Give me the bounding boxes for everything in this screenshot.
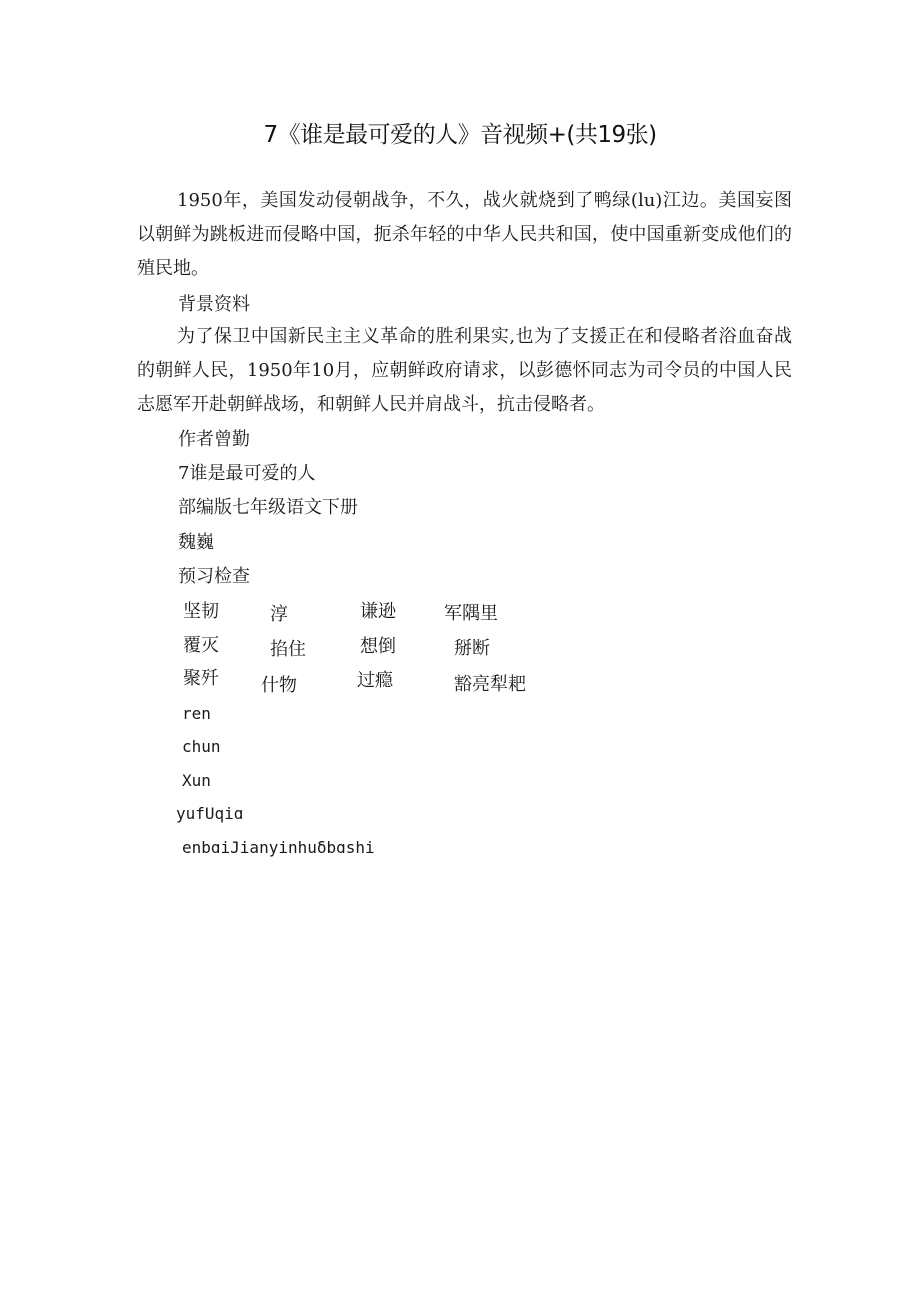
- author-name: 魏巍: [178, 532, 214, 553]
- vocab-word: 淳: [270, 604, 288, 625]
- preview-check-heading: 预习检查: [178, 566, 250, 587]
- document-title: 7《谁是最可爱的人》音视频+(共19张): [263, 122, 657, 148]
- vocab-word: 军隅里: [444, 603, 498, 624]
- intro-paragraph: 1950年，美国发动侵朝战争，不久，战火就烧到了鸭绿(lu)江边。美国妄图以朝鲜为跳板进而侵略中国，扼杀年轻的中华人民共和国，使中国重新变成他们的殖民地。: [137, 190, 792, 279]
- pinyin-line: Xun: [182, 771, 211, 790]
- pinyin-line: ren: [182, 704, 211, 723]
- vocab-word: 掰断: [454, 638, 490, 659]
- pinyin-line: chun: [182, 737, 221, 756]
- vocab-word: 聚歼: [183, 668, 219, 689]
- pinyin-line: enbɑiJianyinhuδbɑshi: [182, 838, 375, 857]
- background-heading: 背景资料: [178, 294, 250, 315]
- vocab-word: 坚韧: [183, 601, 219, 622]
- lesson-title: 7谁是最可爱的人: [178, 463, 316, 484]
- vocab-word: 谦逊: [360, 601, 396, 622]
- pinyin-line: yufUqiɑ: [176, 804, 244, 823]
- vocab-word: 过瘾: [357, 670, 393, 691]
- textbook-label: 部编版七年级语文下册: [178, 497, 358, 518]
- background-paragraph: 为了保卫中国新民主主义革命的胜利果实,也为了支援正在和侵略者浴血奋战的朝鲜人民，1950年10月，应朝鲜政府请求，以彭德怀同志为司令员的中国人民志愿军开赴朝鲜战场，和朝鲜人民并肩战斗，抗击侵略者。: [137, 326, 792, 415]
- vocab-word: 想倒: [360, 636, 396, 657]
- vocab-word: 什物: [261, 675, 297, 696]
- vocab-word: 覆灭: [183, 635, 219, 656]
- vocab-word: 掐住: [270, 639, 306, 660]
- vocab-word: 豁亮犁耙: [454, 674, 526, 695]
- author-heading: 作者曾勤: [178, 429, 250, 450]
